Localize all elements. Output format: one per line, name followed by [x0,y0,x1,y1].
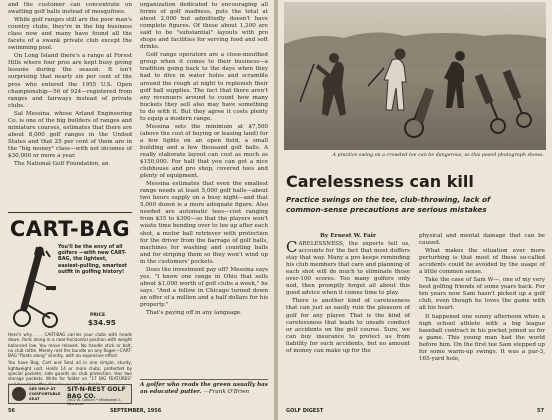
left-column-1 [8,2,132,169]
paragraph: Golf range operators are a close-mouthed group when it comes to their business—a tradition going back to the days when they had to dive in water holes and scramble around the rough at night to replenish their golf ball supplies. The fact that there aren't any revenuers around to count how many buckets they sell also may have something to do with it. But they agree it costs plenty to equip a modern range. [140,52,268,122]
paragraph: and the customer can concentrate on swatting golf balls instead of mosquitoes. [8,2,132,16]
issue-date: SEPTEMBER, 1956 [110,408,162,414]
left-column-2 [140,2,268,318]
paragraph: While golf ranges still are the poor man's country clubs, they're in the big business class now and many have found all the facets of a swank private club except the swimming pool. [8,17,132,52]
ad-title: CART-BAG [9,217,131,241]
company-name: SIT-N-REST GOLF BAG CO. [67,386,126,400]
ad-divider [8,212,132,213]
paragraph: organization dedicated to encouraging all forms of golf madness, puts the total at about 2,000 but admittedly doesn't have complete figures. Of these about 1,200 are said to be "substantial" layouts with pro shops and facilities for serving food and soft drinks. [140,2,268,51]
ad-paragraph: You have Bag, Cart and Seat all in one simple, sturdy, lightweight unit. Holds 14 or more clubs, protected by special pockets; side guards on club protection. Has two storage pockets. Write for folder on "17 BIG FEATURES" [8,360,132,382]
paragraph: On Long Island there's a range at Forest Hills where four pros are kept busy giving lessons during the season. It isn't surprising that nearly six per cent of the pros who entered the 1955 U.S. Open championship—56 of 924—registered from ranges and fairways instead of private clubs. [8,53,132,109]
golf-cart-bag-illustration [10,246,60,330]
ad-paragraph: Here's why . . . CART-BAG carries your clubs with heads down. Rolls along in a near-horizontal position with weight balanced low. You move relaxed. No handle stick or bolt, no club rattle. Merely rest the bundle on any Roger—CART-BAG "floats along" silently, with an expensive effect. [8,332,132,359]
article-headline: Carelessness can kill [286,172,474,191]
company-box [8,384,132,404]
company-logo [12,387,26,401]
paragraph: What makes the situation ever more perturbing is that most of these so-called accidents could be avoided by the usage of a little common sense. [419,248,545,276]
paragraph: Does the investment pay off? Messina says yes. "I know one range in Ohio that sells about $1,000 worth of golf clubs a week," he says. "And a fellow in Chicago turned down an offer of a million and a half dollars for his property." [140,266,268,308]
right-page [278,0,552,420]
left-page [0,0,274,420]
paragraph: It happened one sunny afternoon when a high school athlete with a big league baseball contract in his pocket joined us for a game. This young man had the world before him. On the first tee Sam stepped up for some warm-up swings. It was a par-3, 165-yard hole, [419,313,545,362]
price-label: PRICE [90,313,106,318]
quote-divider [140,379,268,380]
quote-author: —Frank O'Brien [203,389,250,395]
cart-bag-advertisement [8,212,132,406]
price-value: $34.95 [88,318,116,327]
magazine-name: GOLF DIGEST [286,408,324,414]
paragraph: The National Golf Foundation, an [14,161,109,168]
right-column-2 [419,233,545,364]
byline: By Ernest W. Fair [319,233,377,239]
company-tagline: SEE HELP AT COMFORTABLE SEAT [29,386,61,401]
paragraph: That's paying off in any language. [146,310,243,317]
photo-caption: A practice swing on a crowded tee can be dangerous, as this posed photograph shows. [332,153,544,158]
page-number: 57 [537,408,544,414]
paragraph: Messina sets the minimum at $7,500 (above the cost of buying or leasing land) for a few lights on an open field, a small building and a few thousand golf balls. A really elaborate layout can cost as much as $150,000. For half that you can get a nice clubhouse and pro shop, covered tees and plenty of equipment. [140,123,268,180]
page-number: 56 [8,408,15,414]
golf-tee-photograph [284,2,546,150]
paragraph: Messina estimates that even the smallest range needs at least 5,000 golf balls—about two hours supply on a busy night—and that 5,000 dozen is a more adequate figure. Also needed are automatic tees—cost ranging from $35 to $300—so that the players won't waste time bending over to tee up after each shot, a motor ball retriever with protection for the driver from the barrage of golf balls, machines for washing and counting balls and for striping them so they won't wind up in the customers' pockets. [140,181,268,265]
quote-text: A golfer who reads the green usually has an educated putter. [140,382,268,395]
ad-body [8,332,132,389]
ad-headline: You'll be the envy of all golfers —with new CART-BAG, the lightest, easiest-pulling, smartest outfit in golfing history! [58,244,127,275]
paragraph: Sal Messina, whose Arland Engineering Co. is one of the big builders of ranges and miniature courses, estimates that there are about 8,000 golf ranges in the United States and that 25 per cent of them are in the "big money" class—with net incomes of $30,000 or more a year. [8,110,132,159]
paragraph: Take the case of Sam W—, one of my very best golfing friends of some years back. For ten years now Sam hasn't picked up a golf club, even though he loves the game with all his heart. [419,277,545,312]
article-deck: Practice swings on the tee, club-throwing, lack of common-sense precautions are serious mistakes [286,195,491,214]
filler-quote [140,382,268,396]
paragraph: physical and mental damage that can be caused. [419,233,545,247]
lead-paragraph: CARELESSNESS, the experts tell us, accounts for the fact that most duffers stay that way. Many a pro keeps reminding his club members that care and planning of each shot will do much to eliminate those over-100 scores. Too many golfers only nod, then promptly forget all about this good advice when it comes time to play. [286,238,410,297]
company-address: 2402 W. Colburn • Milwaukee 2, Wisconsin [67,398,122,406]
paragraph: There is another kind of carelessness that can just as easily ruin the pleasure of golf for any player. That is the kind of carelessness that leads to unsafe conduct or accidents on the golf course. Sure, we can buy insurance to protect us from liability for such accidents, but no amount of money can make up for the [286,298,410,354]
right-column-1 [286,233,410,356]
